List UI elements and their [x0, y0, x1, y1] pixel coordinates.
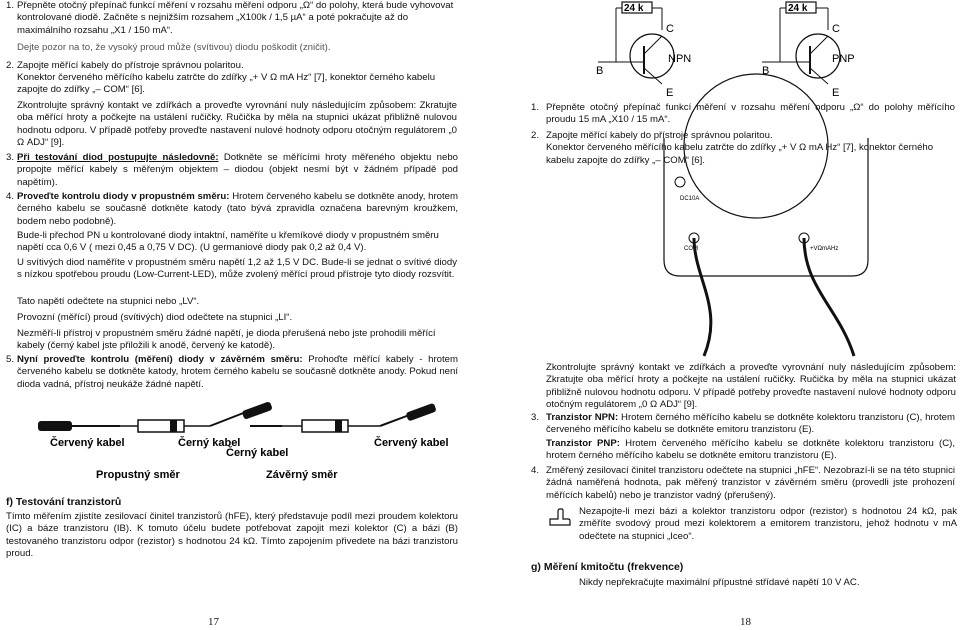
pnp-type-label: PNP: [832, 53, 855, 65]
left-step-1: [6, 0, 458, 37]
black-cable: [694, 238, 711, 356]
pnp-resistor-label: 24 k: [788, 3, 808, 14]
step-number: 3.: [531, 412, 540, 423]
pnp-text: Hrotem červeného měřícího kabelu se dotkněte kolektoru tranzistoru (C), hrotem černého měřícího kabelu se dotkněte emitoru tranzistoru (E).: [546, 437, 956, 461]
step-heading: Nyní proveďte kontrolu (měření) diody v závěrném směru:: [17, 354, 303, 365]
left-step-4: [6, 191, 458, 228]
step-text: Přepněte otočný přepínač funkcí měření v rozsahu měření odporu „Ω“ do polohy měřícího proudu 15 mA „X10 / 15 mA“.: [546, 102, 955, 126]
npn-emitter-label: E: [666, 87, 674, 99]
step-text: Změřený zesilovací činitel tranzistoru odečtete na stupnici „hFE“. Nezobrazí-li se na této stupnici žádná naměřená hodnota, pak měřený tranzistor v závěrném směru (provedli jste prohození měřících kabelů) nebo je tranzistor vadný (přerušený).: [546, 465, 955, 501]
step-text: Zapojte měřící kabely do přístroje správnou polaritou.: [17, 60, 244, 71]
zero-adjust-instruction: Zkontrolujte správný kontakt ve zdířkách a proveďte vyrovnání nuly následujícím způsobem: Zkratujte oba měřící hroty a počkejte na ustálení ručičky. Ručička by měla na stupnici ukázat přibližně nulovou hodnotu odporu. V případě potřeby proveďte nastavení nulové hodnoty odporu otočným regulátorem „0 Ω ADJ“ [9].: [17, 100, 457, 148]
left-step-3: [6, 152, 458, 189]
black-cable-label-2: Černý kabel: [226, 447, 289, 459]
red-cable-label-2: Červený kabel: [374, 437, 449, 449]
com-label: COM: [684, 246, 698, 252]
step-number: 1.: [6, 0, 15, 11]
step-number: 1.: [531, 102, 540, 113]
step-number: 2.: [6, 60, 15, 71]
led-text: U svítivých diod naměříte v propustném směru napětí 1,2 až 1,5 V DC. Bude-li se jednat o svítivé diody s nízkou spotřebou proudu (Low-Current-LED), může zvolený měřící proud přístroje tyto diody rozsvítit.: [17, 257, 457, 281]
pnp-circuit: [762, 2, 855, 99]
right-step-1: [531, 102, 955, 127]
red-probe-forward: [38, 421, 120, 431]
npn-base-label: B: [596, 65, 604, 77]
right-zero-adjust: Zkontrolujte správný kontakt ve zdířkách a proveďte vyrovnání nuly následujícím způsobem: Zkratujte oba měřící hroty a počkejte na ustálení ručičky. Ručička by měla na stupnici ukázat přibližně nulovou hodnotu odporu. V případě potřeby proveďte nastavení nulové hodnoty odporu otočným regulátorem „0 Ω ADJ“ [9].: [546, 362, 956, 410]
pnp-collector-label: C: [832, 23, 840, 35]
step-text: Hrotem červeného kabelu se dotkněte anody, hrotem černého kabelu se současně dotkněte katody (tato bývá zpravidla označena barevným kroužkem, bodem nebo podobně).: [17, 191, 458, 227]
dc10a-label: DC10A: [680, 196, 700, 202]
diode-forward: [120, 420, 210, 432]
step-number: 4.: [6, 191, 15, 202]
forward-direction-label: Propustný směr: [96, 469, 180, 481]
lv-scale-text: Tato napětí odečtete na stupnici nebo „LV“.: [17, 296, 200, 307]
step-number: 4.: [531, 465, 540, 476]
step-heading: Proveďte kontrolu diody v propustném směru:: [17, 191, 230, 202]
li-scale-text: Provozní (měřící) proud (svítivých) diod odečtete na stupnici „LI“.: [17, 312, 293, 323]
connector-instruction: Konektor červeného měřícího kabelu zatrčte do zdířky „+ V Ω mA Hz“ [7], konektor černého kabelu zapojte do zdířky „– COM“ [6].: [17, 72, 436, 96]
plus-socket-label: +VΩmAHz: [810, 246, 839, 252]
page-number-left: 17: [208, 616, 219, 628]
step-number: 3.: [6, 152, 15, 163]
npn-heading: Tranzistor NPN:: [546, 412, 619, 423]
right-step-4: [531, 465, 955, 502]
npn-collector-label: C: [666, 23, 674, 35]
hand-pointer-icon: [548, 507, 572, 527]
page-number-right: 18: [740, 616, 751, 628]
step-number: 5.: [6, 354, 15, 365]
diode-test-diagram: [20, 400, 449, 488]
npn-type-label: NPN: [668, 53, 692, 65]
leakage-note: Nezapojte-li mezi bázi a kolektor tranzistoru odpor (rezistor) s hodnotou 24 kΩ, pak změříte svodový proud mezi kolektorem a emitorem tranzistoru, jehož hodnotu v mA odečtete na stupnici „Iceo“.: [579, 506, 957, 542]
npn-text: Hrotem černého měřícího kabelu se dotkněte kolektoru tranzistoru (C), hrotem červeného měřícího kabelu se dotkněte emitoru tranzistoru (E).: [546, 412, 956, 436]
red-probe-reverse: [380, 403, 437, 426]
step-text: Přepněte otočný přepínač funkcí měření v rozsahu měření odporu „Ω“ do polohy, která bude vyhovovat kontrolované diodě. Začněte s nejnižším rozsahem „X100k / 1,5 µA“ a poté pokračujte až do maximálního rozsahu „X1 / 150 mA“.: [17, 0, 454, 36]
section-f-title: f) Testování tranzistorů: [6, 496, 122, 508]
red-cable-label-1: Červený kabel: [50, 437, 125, 449]
left-step-2: [6, 60, 458, 72]
warning-note: Dejte pozor na to, že vysoký proud může (svítivou) diodu poškodit (zničit).: [17, 42, 331, 53]
right-step-2: [531, 130, 955, 167]
diode-reverse: [282, 420, 380, 432]
step-text: Dotkněte se měřícími hroty měřeného objektu nebo propojte měřící kabely s měřeným objektem – diodou (objekt nesmí být v žádném případě pod napětím).: [17, 152, 458, 188]
socket-10a-icon: [675, 177, 685, 187]
step-heading: Při testování diod postupujte následovně:: [17, 152, 219, 163]
silicon-diode-text: Bude-li přechod PN u kontrolované diody intaktní, naměříte u křemíkové diody v propustném směru napětí cca 0,6 V ( mezi 0,45 a 0,75 V DC). (U germaniové diody pak 0,2 až 0,4 V).: [17, 230, 439, 254]
reverse-direction-label: Závěrný směr: [266, 469, 338, 481]
transistor-circuits: [596, 0, 952, 98]
step-number: 2.: [531, 130, 540, 141]
npn-circuit: [596, 2, 691, 99]
section-g-text: Nikdy nepřekračujte maximální přípustné střídavé napětí 10 V AC.: [579, 577, 860, 588]
section-f-text: Tímto měřením zjistíte zesilovací činitel tranzistorů (hFE), který představuje podíl mezi proudem kolektoru (IC) a báze tranzistoru (IB). K tomuto účelu budete potřebovat zapojit mezi kolektor (C) a bázi (B) testovaného tranzistoru odpor (rezistor) s hodnotou 24 kΩ. Tímto zapojením přivedete na bázi tranzistoru proud.: [6, 511, 458, 559]
pnp-heading: Tranzistor PNP:: [546, 437, 620, 449]
step-text-2: Konektor červeného měřícího kabelu zatrčte do zdířky „+ V Ω mA Hz“ [7], konektor černého kabelu zapojte do zdířky „– COM“ [6].: [546, 142, 934, 166]
pnp-emitter-label: E: [832, 87, 840, 99]
pnp-base-label: B: [762, 65, 770, 77]
step-text: Zapojte měřící kabely do přístroje správnou polaritou.: [546, 130, 773, 141]
step-text: Prohoďte měřící kabely - hrotem červeného kabelu se dotkněte katody, hrotem černého kabelu se současně dotkněte anody. Pokud není dioda vadná, přístroj neukáže žádné napětí.: [17, 354, 459, 390]
npn-resistor-label: 24 k: [624, 3, 644, 14]
section-g-title: g) Měření kmitočtu (frekvence): [531, 561, 684, 573]
black-probe-forward: [210, 401, 273, 426]
red-cable: [804, 238, 854, 356]
no-voltage-text: Nezměří-li přístroj v propustném směru žádné napětí, je dioda přerušená nebo jste prohodili měřící kabely (černý kabel jste přiložili k anodě, červený ke katodě).: [17, 328, 436, 352]
black-cable-label-1: Černý kabel: [178, 437, 241, 449]
multimeter-illustration: [664, 138, 870, 356]
right-step-3: [531, 412, 955, 462]
left-step-5: [6, 354, 458, 391]
